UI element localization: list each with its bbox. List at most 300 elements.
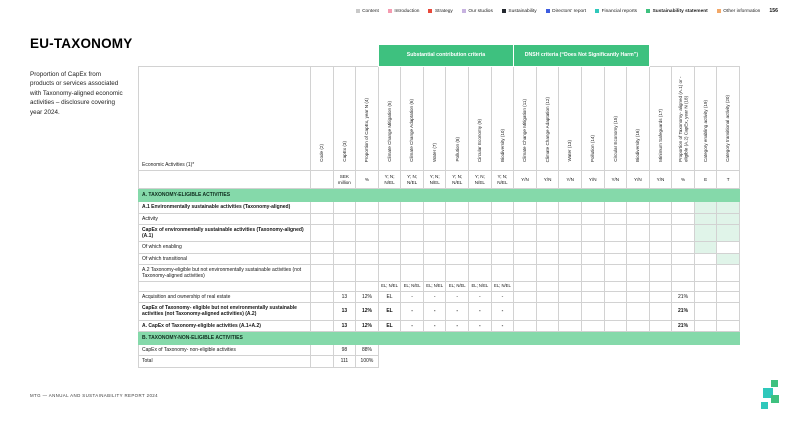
unit-cell: Y/N — [536, 171, 559, 189]
value-cell — [333, 282, 356, 292]
value-cell — [672, 345, 695, 356]
value-cell: - — [446, 303, 469, 321]
value-cell — [311, 356, 334, 367]
column-header: Climate Change Mitigation (5) — [378, 67, 401, 171]
value-cell: 100% — [356, 356, 379, 367]
group-spacer — [649, 45, 739, 67]
value-cell — [581, 291, 604, 302]
value-cell: EL; N/EL — [401, 282, 424, 292]
value-cell — [649, 291, 672, 302]
value-cell — [536, 291, 559, 302]
value-cell — [378, 224, 401, 242]
value-cell: 111 — [333, 356, 356, 367]
value-cell — [559, 213, 582, 224]
table-row — [139, 242, 740, 253]
table-row — [139, 224, 740, 242]
value-cell — [311, 291, 334, 302]
value-cell: 98 — [333, 345, 356, 356]
row-label: CapEx of Taxonomy- non-eligible activities — [139, 345, 311, 356]
column-header: Pollution (14) — [581, 67, 604, 171]
value-cell — [581, 224, 604, 242]
value-cell — [649, 282, 672, 292]
legend-item-sustainability-statement[interactable] — [646, 9, 708, 14]
value-cell — [649, 253, 672, 264]
value-cell — [446, 345, 469, 356]
value-cell — [469, 345, 492, 356]
value-cell — [581, 264, 604, 282]
value-cell — [311, 242, 334, 253]
legend-item-our-studios[interactable] — [462, 9, 493, 14]
row-label: Activity — [139, 213, 311, 224]
unit-cell: Y; N; N/EL — [378, 171, 401, 189]
value-cell — [469, 242, 492, 253]
value-cell — [311, 303, 334, 321]
value-cell — [356, 264, 379, 282]
value-cell — [581, 320, 604, 331]
value-cell — [401, 253, 424, 264]
value-cell — [717, 253, 740, 264]
value-cell — [514, 291, 537, 302]
value-cell — [401, 356, 424, 367]
unit-cell: SEK million — [333, 171, 356, 189]
value-cell — [378, 242, 401, 253]
value-cell — [356, 213, 379, 224]
value-cell: - — [401, 291, 424, 302]
value-cell — [649, 264, 672, 282]
value-cell — [717, 202, 740, 213]
unit-cell — [311, 171, 334, 189]
value-cell — [717, 242, 740, 253]
value-cell — [469, 224, 492, 242]
dnsh-group-header: DNSH criteria (“Does Not Significantly Harm”) — [514, 45, 649, 67]
row-label: Of which transitional — [139, 253, 311, 264]
value-cell: 21% — [672, 291, 695, 302]
section-band: B. TAXONOMY-NON-ELIGIBLE ACTIVITIES — [139, 331, 740, 344]
value-cell — [514, 202, 537, 213]
value-cell — [491, 356, 514, 367]
value-cell — [356, 242, 379, 253]
value-cell — [514, 356, 537, 367]
column-header: Climate Change Mitigation (11) — [514, 67, 537, 171]
unit-cell: Y; N; N/EL — [491, 171, 514, 189]
value-cell — [401, 264, 424, 282]
table-row — [139, 320, 740, 331]
value-cell — [559, 303, 582, 321]
table-row — [139, 202, 740, 213]
value-cell: - — [469, 291, 492, 302]
value-cell: - — [469, 320, 492, 331]
value-cell — [514, 282, 537, 292]
value-cell — [604, 303, 627, 321]
value-cell — [559, 282, 582, 292]
report-footer: MTG — ANNUAL AND SUSTAINABILITY REPORT 2024 — [30, 393, 158, 398]
value-cell — [559, 253, 582, 264]
value-cell — [469, 213, 492, 224]
value-cell — [401, 224, 424, 242]
value-cell: 13 — [333, 320, 356, 331]
value-cell: - — [469, 303, 492, 321]
legend-swatch-icon — [356, 9, 360, 13]
value-cell — [469, 356, 492, 367]
legend-swatch-icon — [595, 9, 599, 13]
value-cell — [514, 320, 537, 331]
row-label: Total — [139, 356, 311, 367]
table-row — [139, 356, 740, 367]
value-cell — [581, 213, 604, 224]
value-cell — [559, 345, 582, 356]
value-cell — [423, 213, 446, 224]
value-cell — [672, 356, 695, 367]
value-cell — [604, 264, 627, 282]
value-cell — [333, 264, 356, 282]
column-header: Circular Economy (9) — [469, 67, 492, 171]
value-cell — [446, 213, 469, 224]
value-cell: - — [401, 303, 424, 321]
value-cell: 21% — [672, 303, 695, 321]
unit-cell: % — [356, 171, 379, 189]
value-cell — [401, 202, 424, 213]
value-cell — [559, 224, 582, 242]
value-cell — [694, 224, 717, 242]
value-cell — [717, 320, 740, 331]
table-body — [139, 189, 740, 368]
legend-item-other-information[interactable] — [717, 9, 761, 14]
value-cell — [333, 242, 356, 253]
legend-swatch-icon — [462, 9, 466, 13]
value-cell — [514, 253, 537, 264]
value-cell: - — [491, 291, 514, 302]
value-cell — [581, 282, 604, 292]
value-cell — [717, 224, 740, 242]
value-cell — [672, 213, 695, 224]
unit-cell: Y/N — [514, 171, 537, 189]
value-cell — [604, 224, 627, 242]
value-cell — [356, 224, 379, 242]
legend-swatch-icon — [646, 9, 650, 13]
unit-cell: Y/N — [581, 171, 604, 189]
value-cell: 21% — [672, 320, 695, 331]
value-cell — [423, 356, 446, 367]
value-cell — [514, 242, 537, 253]
value-cell — [311, 213, 334, 224]
value-cell — [378, 213, 401, 224]
economic-activities-header: Economic Activities (1)* — [139, 67, 311, 171]
legend-swatch-icon — [428, 9, 432, 13]
value-cell: EL; N/EL — [378, 282, 401, 292]
section-band: A. TAXONOMY-ELIGIBLE ACTIVITIES — [139, 189, 740, 202]
value-cell — [604, 282, 627, 292]
value-cell: 12% — [356, 320, 379, 331]
legend-label: Financial reports — [601, 8, 638, 14]
value-cell — [627, 282, 650, 292]
unit-cell: Y/N — [627, 171, 650, 189]
column-header: Water (7) — [423, 67, 446, 171]
value-cell — [559, 356, 582, 367]
row-label: A.1 Environmentally sustainable activities (Taxonomy-aligned) — [139, 202, 311, 213]
legend-item-financial-reports[interactable] — [595, 9, 637, 14]
intro-text: Proportion of CapEx from products or services associated with Taxonomy-aligned economic activities – disclosure covering year 2024. — [30, 71, 123, 116]
unit-cell: Y; N; N/EL — [469, 171, 492, 189]
value-cell — [491, 213, 514, 224]
table-row — [139, 282, 740, 292]
value-cell — [446, 224, 469, 242]
column-header: Climate Change Adaptation (12) — [536, 67, 559, 171]
value-cell — [401, 213, 424, 224]
value-cell — [649, 242, 672, 253]
value-cell: - — [423, 291, 446, 302]
value-cell — [514, 345, 537, 356]
column-header: Circular Economy (15) — [604, 67, 627, 171]
value-cell — [423, 202, 446, 213]
value-cell — [627, 345, 650, 356]
value-cell — [423, 224, 446, 242]
units-row — [139, 171, 740, 189]
value-cell — [514, 213, 537, 224]
value-cell — [694, 282, 717, 292]
column-header: Pollution (8) — [446, 67, 469, 171]
table-row — [139, 331, 740, 344]
value-cell: EL; N/EL — [491, 282, 514, 292]
value-cell: EL; N/EL — [423, 282, 446, 292]
value-cell — [378, 202, 401, 213]
value-cell — [536, 213, 559, 224]
legend-label: Strategy — [434, 8, 453, 14]
value-cell — [469, 264, 492, 282]
table-row — [139, 253, 740, 264]
legend-label: Sustainability statement — [652, 8, 708, 14]
legend-label: Directors' report — [552, 8, 587, 14]
value-cell: - — [401, 320, 424, 331]
value-cell — [604, 320, 627, 331]
value-cell — [604, 242, 627, 253]
value-cell — [559, 320, 582, 331]
table-row — [139, 264, 740, 282]
value-cell — [536, 242, 559, 253]
column-header: Biodiversity (10) — [491, 67, 514, 171]
value-cell — [604, 213, 627, 224]
value-cell — [581, 253, 604, 264]
value-cell: - — [491, 320, 514, 331]
value-cell — [536, 282, 559, 292]
table-row — [139, 291, 740, 302]
value-cell — [717, 264, 740, 282]
legend-swatch-icon — [388, 9, 392, 13]
value-cell — [423, 264, 446, 282]
value-cell — [604, 345, 627, 356]
value-cell: 12% — [356, 291, 379, 302]
row-label: Acquisition and ownership of real estate — [139, 291, 311, 302]
value-cell — [491, 202, 514, 213]
value-cell — [581, 202, 604, 213]
row-label: A. CapEx of Taxonomy-eligible activities (A.1+A.2) — [139, 320, 311, 331]
row-label: Of which enabling — [139, 242, 311, 253]
value-cell — [717, 345, 740, 356]
value-cell — [581, 303, 604, 321]
value-cell — [649, 224, 672, 242]
value-cell — [694, 303, 717, 321]
legend — [356, 9, 761, 14]
eu-taxonomy-table — [138, 44, 740, 368]
value-cell — [694, 213, 717, 224]
row-label: CapEx of environmentally sustainable activities (Taxonomy-aligned) (A.1) — [139, 224, 311, 242]
value-cell — [559, 202, 582, 213]
unit-cell — [139, 171, 311, 189]
unit-cell: E — [694, 171, 717, 189]
value-cell — [627, 253, 650, 264]
value-cell — [627, 242, 650, 253]
column-header: CapEx (3) — [333, 67, 356, 171]
unit-cell: % — [672, 171, 695, 189]
legend-swatch-icon — [717, 9, 721, 13]
value-cell — [491, 345, 514, 356]
value-cell — [694, 345, 717, 356]
unit-cell: Y; N; N/EL — [446, 171, 469, 189]
legend-label: Content — [362, 8, 379, 14]
value-cell: EL; N/EL — [469, 282, 492, 292]
value-cell — [333, 213, 356, 224]
value-cell — [536, 224, 559, 242]
value-cell — [514, 224, 537, 242]
value-cell — [514, 264, 537, 282]
value-cell: 12% — [356, 303, 379, 321]
legend-swatch-icon — [502, 9, 506, 13]
column-header: Code (2) — [311, 67, 334, 171]
value-cell — [536, 303, 559, 321]
value-cell — [604, 356, 627, 367]
value-cell — [627, 356, 650, 367]
value-cell — [627, 264, 650, 282]
value-cell — [694, 291, 717, 302]
logo-square-green-bottom — [771, 395, 779, 403]
value-cell — [649, 202, 672, 213]
column-header: Climate Change Adaptation (6) — [401, 67, 424, 171]
value-cell — [446, 202, 469, 213]
column-header: Proportion of Taxonomy- aligned (A.1) or -eligible (A.2) CapEx, year N (18) — [672, 67, 695, 171]
value-cell — [672, 264, 695, 282]
legend-label: Other information — [723, 8, 761, 14]
value-cell — [581, 356, 604, 367]
value-cell — [311, 264, 334, 282]
legend-item-sustainability[interactable] — [502, 9, 537, 14]
value-cell — [672, 202, 695, 213]
value-cell — [378, 264, 401, 282]
page-number: 156 — [769, 8, 778, 14]
page-title: EU-TAXONOMY — [30, 36, 133, 51]
value-cell — [536, 264, 559, 282]
unit-cell: Y; N; N/EL — [423, 171, 446, 189]
column-header: Water (13) — [559, 67, 582, 171]
value-cell — [423, 253, 446, 264]
unit-cell: Y; N; N/EL — [401, 171, 424, 189]
value-cell — [491, 264, 514, 282]
value-cell — [627, 213, 650, 224]
unit-cell: Y/N — [559, 171, 582, 189]
value-cell — [536, 320, 559, 331]
value-cell: - — [446, 320, 469, 331]
column-header: Proportion of CapEx, year N (4) — [356, 67, 379, 171]
value-cell — [536, 253, 559, 264]
value-cell — [581, 345, 604, 356]
value-cell — [694, 264, 717, 282]
column-header: Biodiversity (16) — [627, 67, 650, 171]
value-cell — [333, 253, 356, 264]
value-cell — [604, 202, 627, 213]
logo-square-teal-bottom — [761, 402, 768, 409]
value-cell — [694, 320, 717, 331]
value-cell — [491, 224, 514, 242]
value-cell — [604, 291, 627, 302]
value-cell — [672, 242, 695, 253]
value-cell: EL — [378, 320, 401, 331]
value-cell — [536, 356, 559, 367]
value-cell — [694, 202, 717, 213]
value-cell — [649, 320, 672, 331]
value-cell — [333, 224, 356, 242]
value-cell — [356, 253, 379, 264]
legend-label: Introduction — [394, 8, 420, 14]
row-label: CapEx of Taxonomy- eligible but not environmentally sustainable activities (not Taxonomy-aligned activities) (A.2) — [139, 303, 311, 321]
value-cell: 13 — [333, 303, 356, 321]
column-header: Category enabling activity (19) — [694, 67, 717, 171]
value-cell — [627, 202, 650, 213]
value-cell — [536, 202, 559, 213]
value-cell — [514, 303, 537, 321]
value-cell — [649, 213, 672, 224]
value-cell — [694, 253, 717, 264]
value-cell — [469, 202, 492, 213]
legend-swatch-icon — [546, 9, 550, 13]
legend-label: Sustainability — [508, 8, 537, 14]
legend-item-directors-report[interactable] — [546, 9, 586, 14]
legend-item-introduction[interactable] — [388, 9, 420, 14]
column-header: Category transitional activity (20) — [717, 67, 740, 171]
value-cell — [311, 282, 334, 292]
legend-item-strategy[interactable] — [428, 9, 452, 14]
value-cell — [446, 253, 469, 264]
value-cell — [672, 224, 695, 242]
value-cell — [694, 356, 717, 367]
row-label: A.2 Taxonomy-eligible but not environmentally sustainable activities (not Taxonomy-aligned activities) — [139, 264, 311, 282]
unit-cell: T — [717, 171, 740, 189]
value-cell: - — [491, 303, 514, 321]
value-cell: 88% — [356, 345, 379, 356]
group-spacer — [139, 45, 379, 67]
column-header-row — [139, 67, 740, 171]
value-cell — [717, 356, 740, 367]
logo-square-green-top — [771, 380, 778, 387]
value-cell: - — [423, 320, 446, 331]
table-row — [139, 189, 740, 202]
legend-item-content[interactable] — [356, 9, 379, 14]
substantial-contribution-group-header: Substantial contribution criteria — [378, 45, 513, 67]
value-cell — [559, 264, 582, 282]
value-cell — [378, 356, 401, 367]
value-cell: 13 — [333, 291, 356, 302]
unit-cell: Y/N — [649, 171, 672, 189]
value-cell — [559, 291, 582, 302]
row-label — [139, 282, 311, 292]
value-cell — [627, 320, 650, 331]
value-cell — [604, 253, 627, 264]
value-cell — [627, 291, 650, 302]
value-cell — [446, 264, 469, 282]
value-cell — [649, 345, 672, 356]
value-cell — [378, 345, 401, 356]
value-cell — [446, 356, 469, 367]
value-cell — [627, 303, 650, 321]
value-cell — [559, 242, 582, 253]
value-cell — [717, 303, 740, 321]
